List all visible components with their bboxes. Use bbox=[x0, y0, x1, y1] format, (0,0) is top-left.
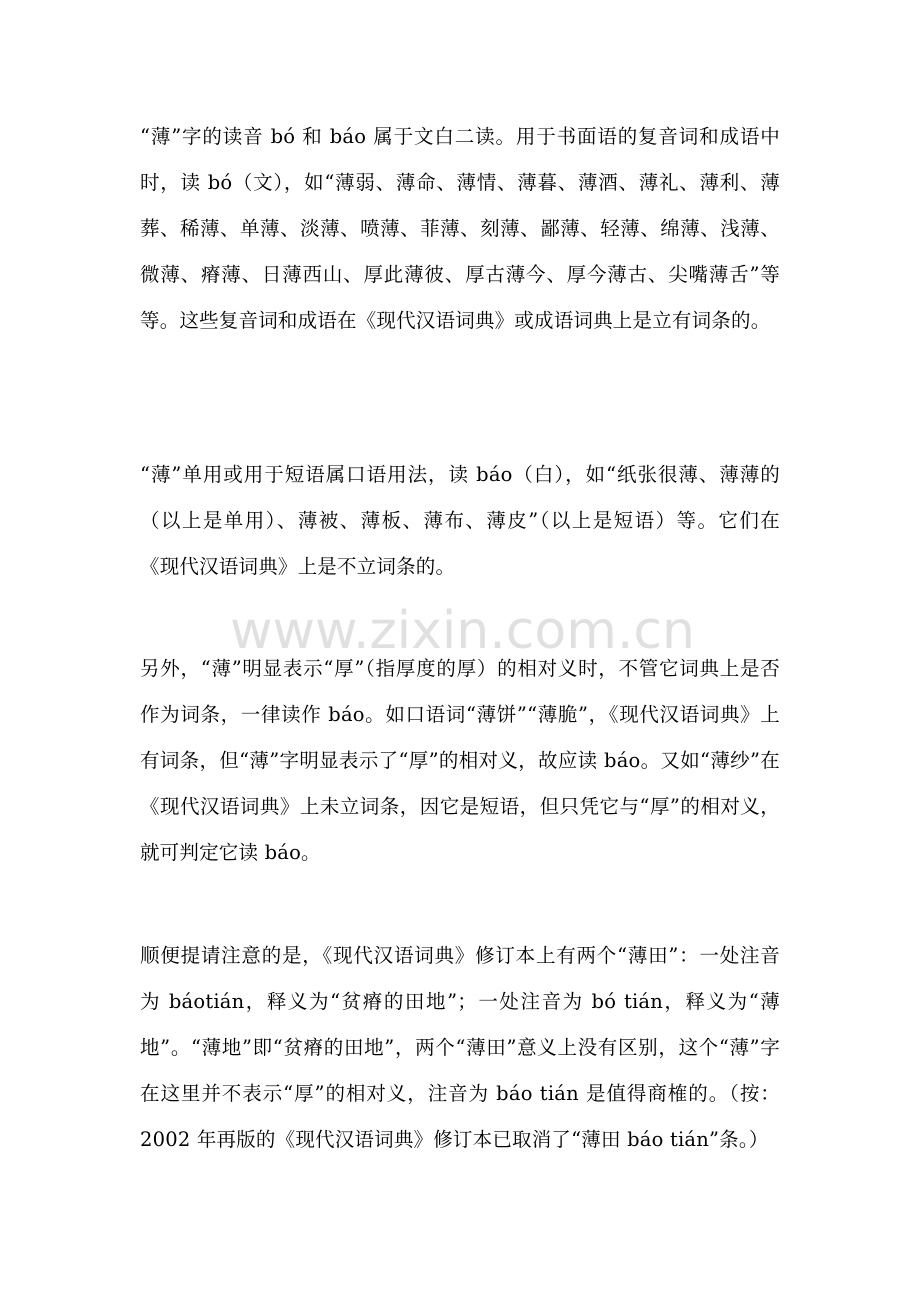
paragraph-1: “薄”字的读音 bó 和 báo 属于文白二读。用于书面语的复音词和成语中时，读 bó（文），如“薄弱、薄命、薄情、薄暮、薄酒、薄礼、薄利、薄葬、稀薄、单薄、淡薄、喷薄、菲薄、刻薄、鄙薄、轻薄、绵薄、浅薄、微薄、瘠薄、日薄西山、厚此薄彼、厚古薄今、厚今薄古、尖嘴薄舌”等等。这些复音词和成语在《现代汉语词典》或成语词典上是立有词条的。 bbox=[140, 125, 780, 332]
paragraph-3: 另外，“薄”明显表示“厚”（指厚度的厚）的相对义时，不管它词典上是否作为词条，一律读作 báo。如口语词“薄饼”“薄脆”，《现代汉语词典》上有词条，但“薄”字明显表示了“厚”的相对义，故应读 báo。又如“薄纱”在《现代汉语词典》上未立词条，因它是短语，但只凭它与“厚”的相对义，就可判定它读 báo。 bbox=[140, 657, 780, 864]
paragraph-4: 顺便提请注意的是，《现代汉语词典》修订本上有两个“薄田”：一处注音为 báotián，释义为“贫瘠的田地”；一处注音为 bó tián，释义为“薄地”。“薄地”即“贫瘠的田地”，两个“薄田”意义上没有区别，这个“薄”字在这里并不表示“厚”的相对义，注音为 báo tián 是值得商榷的。（按：2002 年再版的《现代汉语词典》修订本已取消了“薄田 báo tián”条。） bbox=[140, 944, 780, 1151]
paragraph-2: “薄”单用或用于短语属口语用法，读 báo（白），如“纸张很薄、薄薄的（以上是单用）、薄被、薄板、薄布、薄皮”（以上是短语）等。它们在《现代汉语词典》上是不立词条的。 bbox=[140, 463, 780, 578]
watermark: www.zixin.com.cn bbox=[230, 601, 695, 661]
